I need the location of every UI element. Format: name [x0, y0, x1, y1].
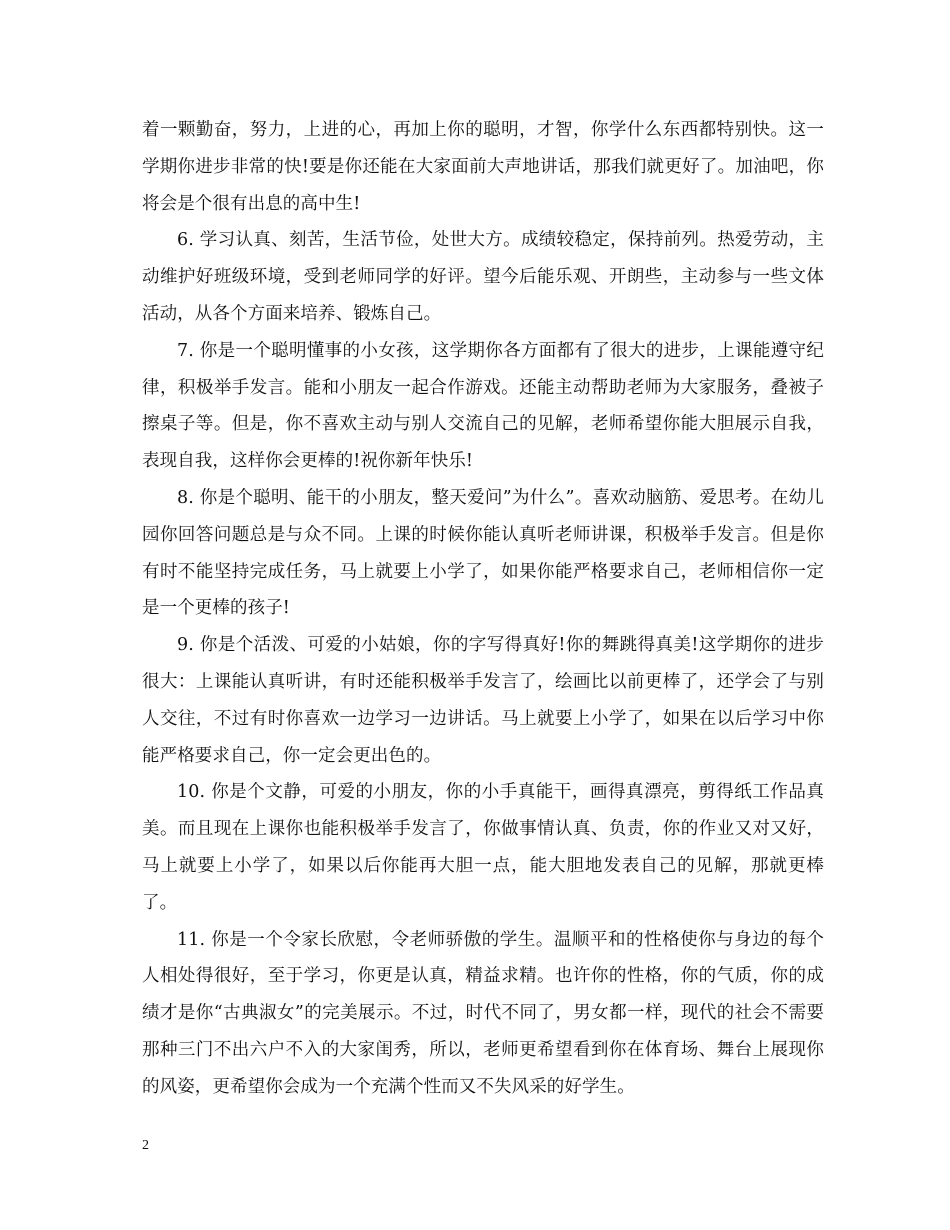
document-body [142, 112, 824, 1106]
paragraph-item-11: 11. 你是一个令家长欣慰，令老师骄傲的学生。温顺平和的性格使你与身边的每个人相处得很好，至于学习，你更是认真，精益求精。也许你的性格，你的气质，你的成绩才是你“古典淑女”的完美展示。不过，时代不同了，男女都一样，现代的社会不需要那种三门不出六户不入的大家闺秀，所以，老师更希望看到你在体育场、舞台上展现你的风姿，更希望你会成为一个充满个性而又不失风采的好学生。 [142, 929, 824, 1097]
paragraph-continuation: 着一颗勤奋，努力，上进的心，再加上你的聪明，才智，你学什么东西都特别快。这一学期你进步非常的快!要是你还能在大家面前大声地讲话，那我们就更好了。加油吧，你将会是个很有出息的高中生! [142, 120, 824, 214]
paragraph-item-6: 6. 学习认真、刻苦，生活节俭，处世大方。成绩较稳定，保持前列。热爱劳动，主动维护好班级环境，受到老师同学的好评。望今后能乐观、开朗些，主动参与一些文体活动，从各个方面来培养、锻炼自己。 [142, 230, 824, 324]
page-number: 2 [142, 1138, 149, 1153]
paragraph-item-9: 9. 你是个活泼、可爱的小姑娘，你的字写得真好!你的舞跳得真美!这学期你的进步很大：上课能认真听讲，有时还能积极举手发言了，绘画比以前更棒了，还学会了与别人交往，不过有时你喜欢一边学习一边讲话。马上就要上小学了，如果在以后学习中你能严格要求自己，你一定会更出色的。 [142, 635, 824, 766]
paragraph-item-8: 8. 你是个聪明、能干的小朋友，整天爱问”为什么”。喜欢动脑筋、爱思考。在幼儿园你回答问题总是与众不同。上课的时候你能认真听老师讲课，积极举手发言。但是你有时不能坚持完成任务，马上就要上小学了，如果你能严格要求自己，老师相信你一定是一个更棒的孩子! [142, 487, 824, 619]
paragraph-item-10: 10. 你是个文静，可爱的小朋友，你的小手真能干，画得真漂亮，剪得纸工作品真美。而且现在上课你也能积极举手发言了，你做事情认真、负责，你的作业又对又好，马上就要上小学了，如果以后你能再大胆一点，能大胆地发表自己的见解，那就更棒了。 [142, 782, 824, 913]
paragraph-item-7: 7. 你是一个聪明懂事的小女孩，这学期你各方面都有了很大的进步，上课能遵守纪律，积极举手发言。能和小朋友一起合作游戏。还能主动帮助老师为大家服务，叠被子擦桌子等。但是，你不喜欢主动与别人交流自己的见解，老师希望你能大胆展示自我，表现自我，这样你会更棒的!祝你新年快乐! [142, 340, 824, 472]
